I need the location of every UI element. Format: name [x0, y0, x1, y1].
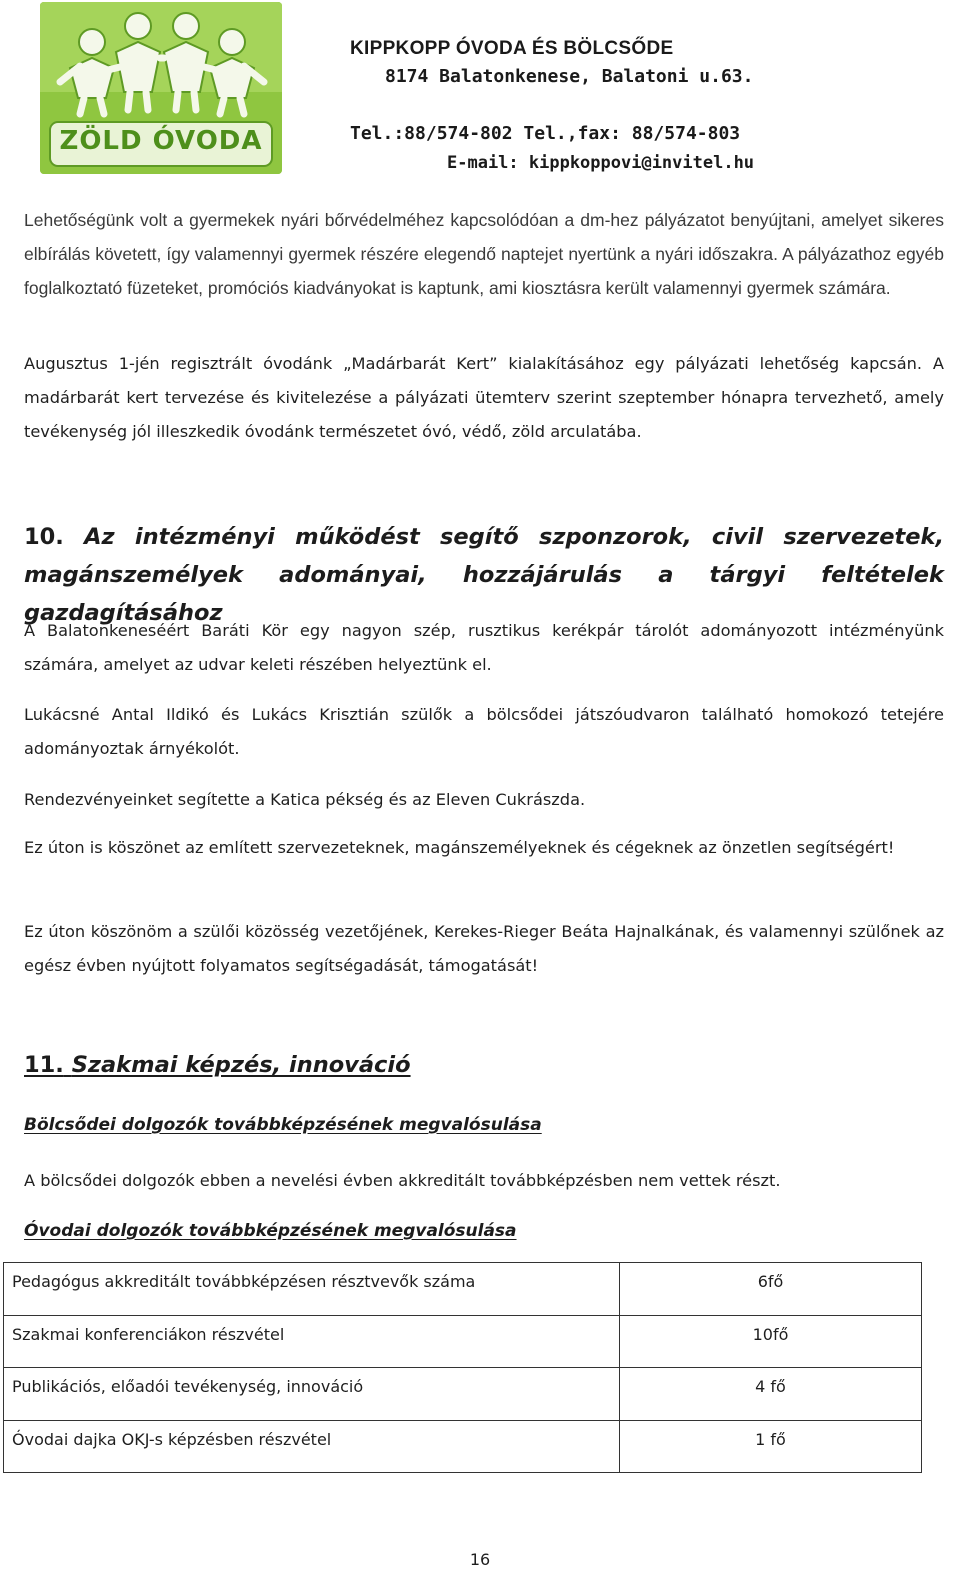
section-10-paragraph-5: Ez úton köszönöm a szülői közösség vezetőjének, Kerekes-Rieger Beáta Hajnalkának, és valamennyi szülőnek az egész évben nyújtott folyamatos segítségadását, támogatását!: [24, 922, 944, 975]
table-cell-label: Publikációs, előadói tevékenység, innováció: [4, 1368, 620, 1421]
bird-garden-paragraph: Augusztus 1-jén regisztrált óvodánk „Madárbarát Kert” kialakításához egy pályázati lehetőség kapcsán. A madárbarát kert tervezése és kivitelezése a pályázati ütemterv szerint szeptember hónapra tervezhető, amely tevékenység jól illeszkedik óvodánk természetet óvó, védő, zöld arculatába.: [24, 354, 944, 441]
section-10-title: Az intézményi működést segítő szponzorok, civil szervezetek, magánszemélyek adományai, hozzájárulás a tárgyi feltételek gazdagításához: [24, 524, 944, 626]
table-cell-value: 10fő: [620, 1315, 922, 1368]
phone-fax-line: Tel.:88/574-802 Tel.,fax: 88/574-803: [350, 123, 741, 144]
section-10-paragraph-1: A Balatonkeneséért Baráti Kör egy nagyon szép, rusztikus kerékpár tárolót adományozott intézményünk számára, amelyet az udvar keleti részében helyeztünk el.: [24, 621, 944, 674]
table-cell-value: 1 fő: [620, 1420, 922, 1473]
nursery-training-heading: Bölcsődei dolgozók továbbképzésének megvalósulása: [24, 1115, 542, 1135]
intro-paragraph: Lehetőségünk volt a gyermekek nyári bőrvédelméhez kapcsolódóan a dm-hez pályázatot benyújtani, amelyet sikeres elbírálás követett, így valamennyi gyermek részére elegendő naptejet nyertünk a nyári időszakra. A pályázathoz egyéb foglalkoztató füzeteket, promóciós kiadványokat is kaptunk, ami kiosztásra került valamennyi gyermek számára.: [24, 210, 944, 298]
institution-address: 8174 Balatonkenese, Balatoni u.63.: [385, 66, 754, 87]
table-cell-value: 6fő: [620, 1263, 922, 1316]
table-row: [4, 1368, 922, 1421]
section-10-paragraph-3: Rendezvényeinket segítette a Katica pékség és az Eleven Cukrászda.: [24, 790, 586, 809]
table-cell-label: Pedagógus akkreditált továbbképzésen résztvevők száma: [4, 1263, 620, 1316]
table-row: [4, 1315, 922, 1368]
section-11-heading: [24, 1052, 411, 1078]
table-cell-value: 4 fő: [620, 1368, 922, 1421]
kindergarten-logo: [40, 2, 282, 174]
section-11-title: Szakmai képzés, innováció: [71, 1052, 411, 1078]
page-number: 16: [469, 1550, 491, 1569]
section-10-paragraph-2: Lukácsné Antal Ildikó és Lukács Krisztián szülők a bölcsődei játszóudvaron található homokozó tetejére adományoztak árnyékolót.: [24, 705, 944, 758]
section-11-number: 11.: [24, 1052, 64, 1078]
training-stats-table-wrap: [3, 1262, 922, 1473]
table-row: [4, 1420, 922, 1473]
nursery-training-text: A bölcsődei dolgozók ebben a nevelési évben akkreditált továbbképzésben nem vettek részt.: [24, 1171, 781, 1190]
section-10-paragraph-4: Ez úton is köszönet az említett szervezeteknek, magánszemélyeknek és cégeknek az önzetlen segítségért!: [24, 838, 895, 857]
logo-lettering: ZÖLD ÓVODA: [59, 126, 263, 156]
table-cell-label: Szakmai konferenciákon részvétel: [4, 1315, 620, 1368]
training-stats-table: [3, 1262, 922, 1473]
email-line: E-mail: kippkoppovi@invitel.hu: [447, 153, 755, 173]
institution-name: KIPPKOPP ÓVODA ÉS BÖLCSŐDE: [350, 38, 674, 59]
section-10-number: 10.: [24, 524, 64, 550]
table-row: [4, 1263, 922, 1316]
kindergarten-training-heading: Óvodai dolgozók továbbképzésének megvalósulása: [24, 1221, 517, 1241]
table-cell-label: Óvodai dajka OKJ-s képzésben részvétel: [4, 1420, 620, 1473]
